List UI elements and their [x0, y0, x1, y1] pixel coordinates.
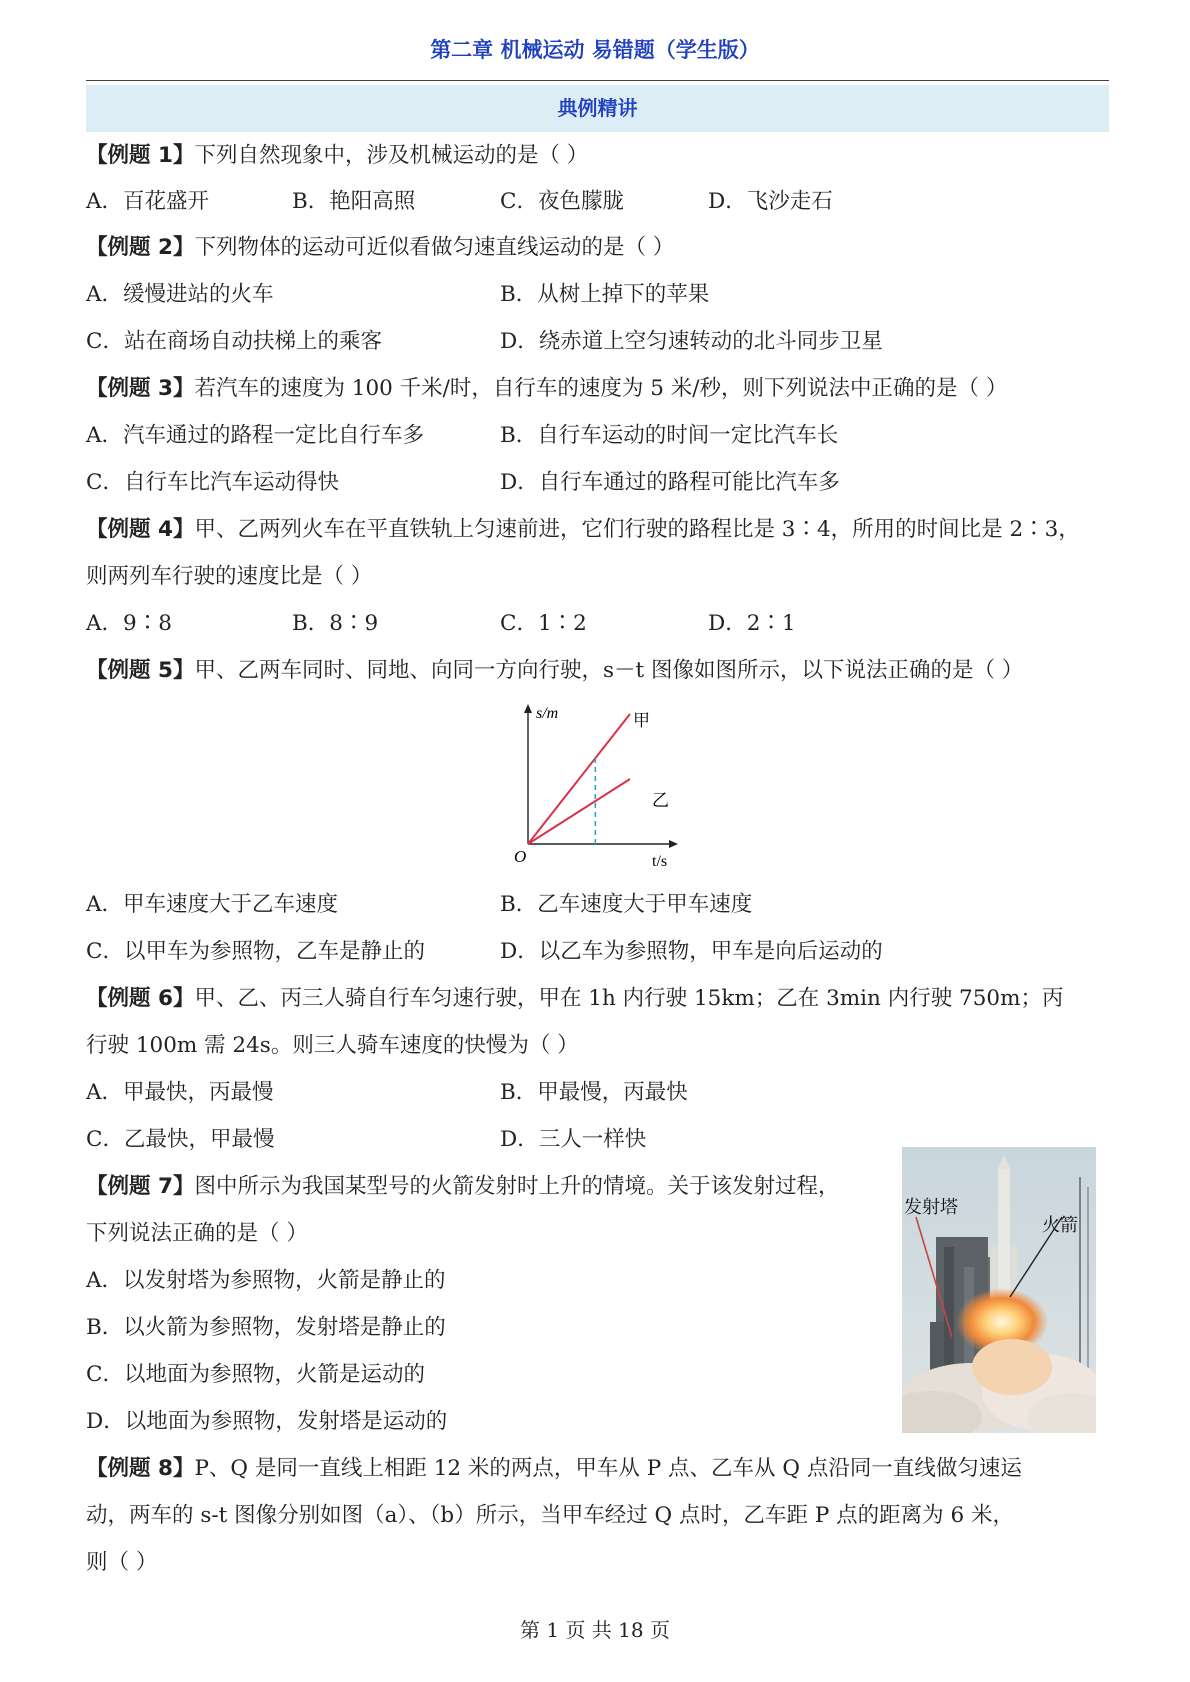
question-tag: 【例题 8】	[86, 1456, 195, 1481]
q7-option-c: C．以地面为参照物，火箭是运动的	[86, 1362, 425, 1387]
st-graph	[500, 700, 700, 875]
question-tag: 【例题 3】	[86, 376, 195, 401]
q5-option-c: C．以甲车为参照物，乙车是静止的	[86, 939, 425, 964]
series-yi-label: 乙	[652, 791, 669, 811]
question-tag: 【例题 4】	[86, 517, 195, 542]
series-yi-line	[528, 779, 630, 844]
page-title: 第二章 机械运动 易错题（学生版）	[430, 38, 760, 62]
origin-label: O	[514, 847, 527, 866]
question-tag: 【例题 6】	[86, 986, 195, 1011]
q1-option-c: C．夜色朦胧	[500, 189, 624, 214]
q6-option-c: C．乙最快，甲最慢	[86, 1127, 275, 1152]
y-axis-label: s/m	[536, 705, 559, 722]
question-8-stem-cont-2: 则（ ）	[86, 1550, 158, 1575]
question-tag: 【例题 7】	[86, 1174, 195, 1199]
header-divider	[86, 80, 1109, 81]
q1-option-d: D．飞沙走石	[708, 189, 833, 214]
question-stem: 下列自然现象中，涉及机械运动的是（ ）	[194, 143, 589, 168]
question-tag: 【例题 5】	[86, 658, 195, 683]
question-stem: 甲、乙两列火车在平直铁轨上匀速前进，它们行驶的路程比是 3∶4，所用的时间比是 2∶3，	[194, 517, 1080, 542]
q5-option-b: B．乙车速度大于甲车速度	[500, 892, 753, 917]
q4-option-c: C．1∶2	[500, 611, 587, 636]
q5-option-a: A．甲车速度大于乙车速度	[86, 892, 339, 917]
question-stem: 甲、乙两车同时、同地、向同一方向行驶，s－t 图像如图所示，以下说法正确的是（ ）	[194, 658, 1024, 683]
question-5	[86, 656, 1023, 686]
question-stem: 甲、乙、丙三人骑自行车匀速行驶，甲在 1h 内行驶 15km；乙在 3min 内行驶 750m；丙	[194, 986, 1064, 1011]
question-7	[86, 1172, 839, 1202]
x-axis-label: t/s	[652, 853, 668, 870]
q1-option-b: B．艳阳高照	[292, 189, 416, 214]
q2-option-a: A．缓慢进站的火车	[86, 282, 274, 307]
q5-option-d: D．以乙车为参照物，甲车是向后运动的	[500, 939, 883, 964]
q4-option-a: A．9∶8	[86, 611, 172, 636]
section-header: 典例精讲	[86, 85, 1109, 132]
photo-label-rocket: 火箭	[1042, 1215, 1078, 1236]
q1-option-a: A．百花盛开	[86, 189, 210, 214]
series-jia-label: 甲	[633, 711, 650, 731]
question-stem: 下列物体的运动可近似看做匀速直线运动的是（ ）	[194, 235, 675, 260]
question-tag: 【例题 2】	[86, 235, 195, 260]
q3-option-c: C．自行车比汽车运动得快	[86, 470, 339, 495]
question-2	[86, 233, 674, 263]
y-axis-arrow	[524, 704, 532, 713]
question-7-stem-cont: 下列说法正确的是（ ）	[86, 1221, 308, 1246]
q7-option-d: D．以地面为参照物，发射塔是运动的	[86, 1409, 448, 1434]
question-6	[86, 984, 1063, 1014]
x-axis-arrow	[669, 840, 678, 848]
q2-option-b: B．从树上掉下的苹果	[500, 282, 710, 307]
question-6-stem-cont: 行驶 100m 需 24s。则三人骑车速度的快慢为（ ）	[86, 1033, 579, 1058]
question-stem: 若汽车的速度为 100 千米/时，自行车的速度为 5 米/秒，则下列说法中正确的是（ ）	[194, 376, 1008, 401]
question-8	[86, 1454, 1022, 1484]
question-4	[86, 515, 1080, 545]
page-footer: 第 1 页 共 18 页	[520, 1618, 670, 1642]
q3-option-a: A．汽车通过的路程一定比自行车多	[86, 423, 425, 448]
question-4-stem-cont: 则两列车行驶的速度比是（ ）	[86, 564, 373, 589]
question-3	[86, 374, 1007, 404]
question-tag: 【例题 1】	[86, 143, 195, 168]
q6-option-b: B．甲最慢，丙最快	[500, 1080, 688, 1105]
q3-option-d: D．自行车通过的路程可能比汽车多	[500, 470, 840, 495]
photo-label-tower: 发射塔	[904, 1197, 958, 1218]
q3-option-b: B．自行车运动的时间一定比汽车长	[500, 423, 839, 448]
q2-option-c: C．站在商场自动扶梯上的乘客	[86, 329, 382, 354]
series-jia-line	[528, 714, 630, 844]
q4-option-d: D．2∶1	[708, 611, 796, 636]
q7-option-a: A．以发射塔为参照物，火箭是静止的	[86, 1268, 446, 1293]
question-stem: 图中所示为我国某型号的火箭发射时上升的情境。关于该发射过程，	[194, 1174, 840, 1199]
question-1	[86, 141, 588, 171]
q6-option-d: D．三人一样快	[500, 1127, 647, 1152]
rocket-launch-photo	[902, 1147, 1096, 1433]
q4-option-b: B．8∶9	[292, 611, 379, 636]
q7-option-b: B．以火箭为参照物，发射塔是静止的	[86, 1315, 446, 1340]
q6-option-a: A．甲最快，丙最慢	[86, 1080, 274, 1105]
question-8-stem-cont: 动，两车的 s-t 图像分别如图（a）、（b）所示，当甲车经过 Q 点时，乙车距 P 点的距离为 6 米，	[86, 1503, 1014, 1528]
q2-option-d: D．绕赤道上空匀速转动的北斗同步卫星	[500, 329, 883, 354]
question-stem: P、Q 是同一直线上相距 12 米的两点，甲车从 P 点、乙车从 Q 点沿同一直线做匀速运	[194, 1456, 1022, 1481]
